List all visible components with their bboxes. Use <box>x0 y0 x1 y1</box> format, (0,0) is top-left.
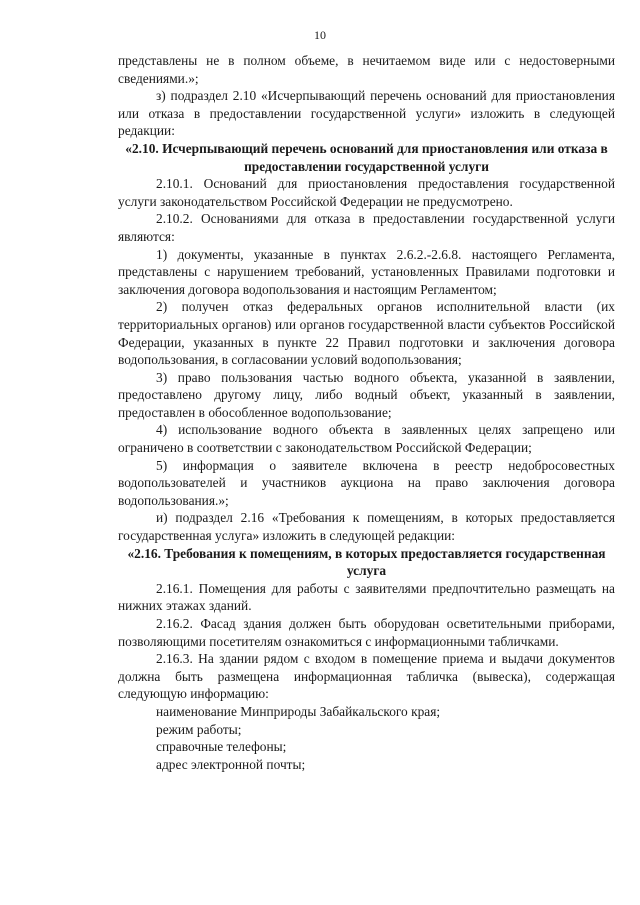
paragraph-2-16-1: 2.16.1. Помещения для работы с заявителями предпочтительно размещать на нижних этажах зданий. <box>118 580 615 614</box>
list-item: справочные телефоны; <box>156 739 287 755</box>
paragraph-item-2: 2) получен отказ федеральных органов исполнительной власти (их территориальных органов) или органов государственной власти субъектов Российской Федерации, указанных в пункте 22 Правил подготовки и заключения договора водопользования, в согласовании условий водопользования; <box>118 299 615 368</box>
paragraph-item-5: 5) информация о заявителе включена в реестр недобросовестных водопользователей и участников аукциона на право заключения договора водопользования.»; <box>118 457 615 508</box>
page-number: 10 <box>314 28 326 42</box>
section-heading-2-10: «2.10. Исчерпывающий перечень оснований для приостановления или отказа в предоставлении государственной услуги <box>125 140 608 174</box>
list-item: наименование Минприроды Забайкальского края; <box>156 703 441 719</box>
paragraph-amendment-i: и) подраздел 2.16 «Требования к помещениям, в которых предоставляется государственная услуга» изложить в следующей редакции: <box>118 510 615 544</box>
paragraph-2-16-3: 2.16.3. На здании рядом с входом в помещение приема и выдачи документов должна быть размещена информационная табличка (вывеска), содержащая следующую информацию: <box>118 651 615 702</box>
paragraph-2-10-2: 2.10.2. Основаниями для отказа в предоставлении государственной услуги являются: <box>118 211 615 244</box>
paragraph-item-3: 3) право пользования частью водного объекта, указанной в заявлении, предоставлено другому лицу, либо водный объект, указанный в заявлении, предоставлен в обособленное водопользование; <box>118 369 615 420</box>
paragraph-item-4: 4) использование водного объекта в заявленных целях запрещено или ограничено в соответствии с законодательством Российской Федерации; <box>118 422 615 456</box>
paragraph-item-1: 1) документы, указанные в пунктах 2.6.2.-2.6.8. настоящего Регламента, представлены с нарушением требований, установленных Правилами подготовки и заключения договора водопользования и настоящим Регламентом; <box>118 246 615 297</box>
info-list <box>118 703 615 773</box>
list-item: режим работы; <box>156 721 242 737</box>
document-body <box>118 52 615 773</box>
paragraph-amendment-z: з) подраздел 2.10 «Исчерпывающий перечень оснований для приостановления или отказа в предоставлении государственной услуги» изложить в следующей редакции: <box>118 88 615 139</box>
list-item: адрес электронной почты; <box>156 756 306 772</box>
paragraph-continuation: представлены не в полном объеме, в нечитаемом виде или с недостоверными сведениями.»; <box>118 53 615 86</box>
paragraph-2-10-1: 2.10.1. Оснований для приостановления предоставления государственной услуги законодательством Российской Федерации не предусмотрено. <box>118 176 615 209</box>
section-heading-2-16: «2.16. Требования к помещениям, в которых предоставляется государственная услуга <box>127 545 606 579</box>
paragraph-2-16-2: 2.16.2. Фасад здания должен быть оборудован осветительными приборами, позволяющими посетителям ознакомиться с информационными табличками. <box>118 616 615 649</box>
